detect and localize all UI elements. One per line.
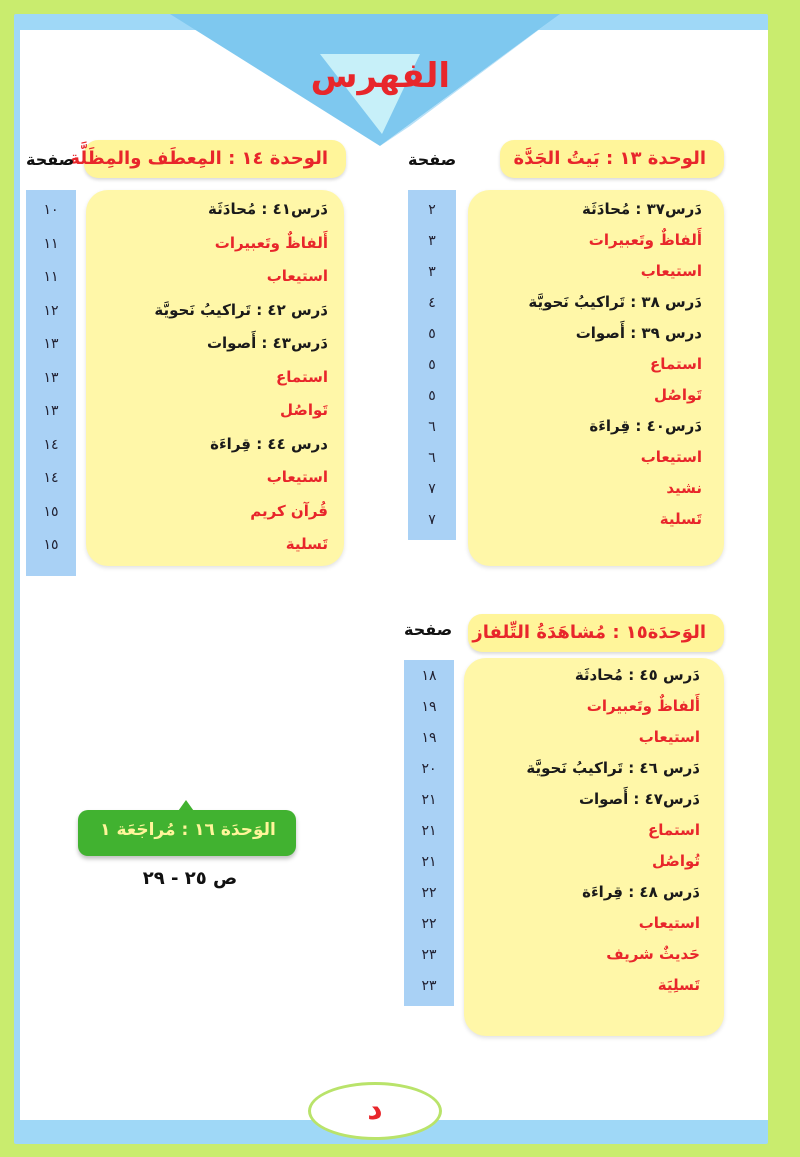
unit15-row-page: ٢٣ xyxy=(421,978,437,994)
unit15-heading xyxy=(468,614,724,652)
unit15-page-label: صفحة xyxy=(404,620,453,639)
unit15-row-page: ٢٠ xyxy=(421,761,437,777)
unit13-row-text: دَرس ٣٨ : تَراكيبُ نَحويَّة xyxy=(528,293,702,311)
unit13-row-text: دَرس٤٠ : قِراءَة xyxy=(589,417,702,435)
unit15-row-text: دَرس ٤٦ : تَراكيبُ نَحويَّة xyxy=(526,759,700,777)
unit15-row-page: ٢٣ xyxy=(421,947,437,963)
unit13-row-text: استماع xyxy=(650,355,702,373)
unit13-row-page: ٤ xyxy=(428,295,436,311)
unit14-row-page: ١٤ xyxy=(43,470,59,486)
unit13-row-page: ٢ xyxy=(428,202,436,218)
unit13-row-text: درس ٣٩ : أَصوات xyxy=(575,324,702,342)
unit13-row-page: ٥ xyxy=(428,357,436,373)
unit14-row-page: ١٣ xyxy=(43,369,59,386)
unit13-row-text: استيعاب xyxy=(640,262,702,280)
unit14-row-page: ١٥ xyxy=(43,503,59,520)
unit13-row-page: ٣ xyxy=(428,233,436,249)
unit13-row-text: تَسلية xyxy=(659,510,702,528)
unit15-row-text: استيعاب xyxy=(638,728,700,746)
unit15-row-page: ٢٢ xyxy=(421,916,437,932)
unit13-row-text: تَواصُل xyxy=(653,386,702,404)
unit15-row-text: دَرس ٤٨ : قِراءَة xyxy=(582,883,700,901)
unit15-row-text: دَرس ٤٥ : مُحادثَة xyxy=(574,666,700,684)
unit14-row-page: ١٢ xyxy=(43,302,59,319)
unit13-heading xyxy=(500,140,724,178)
unit14-row-page: ١٠ xyxy=(43,202,59,218)
unit14-heading xyxy=(69,140,346,178)
unit15-row-text: أَلفاظٌ وتَعبيرات xyxy=(586,697,700,715)
unit15-row-page: ١٨ xyxy=(421,668,437,684)
unit15-row-text: دَرس٤٧ : أَصوات xyxy=(578,790,700,808)
unit13-row-text: أَلفاظٌ وتَعبيرات xyxy=(588,231,702,249)
unit14-row-page: ١٤ xyxy=(43,436,59,453)
unit14-row-text: تَسلية xyxy=(285,535,328,553)
unit13-heading-text: الوحدة ١٣ : بَيتُ الجَدَّة xyxy=(513,148,706,169)
unit15-row-page: ٢٢ xyxy=(421,885,437,901)
unit13-row-page: ٧ xyxy=(428,481,436,497)
unit13-page-label: صفحة xyxy=(408,150,457,169)
unit15-row-text: استيعاب xyxy=(638,914,700,932)
unit15-row-text: تُواصُل xyxy=(651,852,700,870)
unit14-page-label: صفحة xyxy=(26,150,75,169)
unit13-row-text: دَرس٣٧ : مُحادَثَة xyxy=(582,200,702,218)
unit15-row-page: ٢١ xyxy=(421,854,437,870)
right-border xyxy=(768,14,800,1157)
unit13-row-text: نشيد xyxy=(666,479,702,497)
unit14-row-page: ١١ xyxy=(43,269,59,285)
unit14-row-text: أَلفاظٌ وتَعبيرات xyxy=(214,233,328,252)
unit14-row-page: ١٣ xyxy=(43,336,59,352)
unit15-row-page: ٢١ xyxy=(421,823,437,839)
unit14-row-text: قُرآن كريم xyxy=(250,501,328,520)
unit13-row-page: ٣ xyxy=(428,264,436,280)
unit13-row-page: ٥ xyxy=(428,326,436,342)
page-title: الفهرس xyxy=(310,56,450,96)
unit15-row-text: تَسلِيَة xyxy=(657,976,700,994)
unit14-row-page: ١١ xyxy=(43,235,59,252)
unit13-row-page: ٦ xyxy=(428,450,436,466)
unit14-row-text: دَرس ٤٢ : تَراكيبُ نَحويَّة xyxy=(154,300,328,319)
unit14-row-text: دَرس٤١ : مُحادَثَة xyxy=(208,200,328,218)
unit13-row-text: استيعاب xyxy=(640,448,702,466)
unit13-row-page: ٥ xyxy=(428,388,436,404)
unit14-row-text: استماع xyxy=(276,367,328,386)
unit15-row-page: ١٩ xyxy=(421,699,437,715)
unit16-pages: ص ٢٥ - ٢٩ xyxy=(142,868,238,889)
unit14-heading-text: الوحدة ١٤ : المِعطَف والمِظَلَّة xyxy=(69,148,328,169)
unit14-row-page: ١٣ xyxy=(43,403,59,419)
unit13-row-page: ٦ xyxy=(428,419,436,435)
unit14-row-text: دَرس٤٣ : أَصوات xyxy=(206,334,328,352)
unit14-row-text: تَواصُل xyxy=(279,401,328,419)
unit14-row-text: استيعاب xyxy=(266,468,328,486)
unit14-row-page: ١٥ xyxy=(43,537,59,553)
unit15-heading-text: الوَحدَة١٥ : مُشاهَدَةُ التِّلفاز xyxy=(472,622,706,643)
page-letter: د xyxy=(367,1092,383,1127)
unit14-row-text: درس ٤٤ : قِراءَة xyxy=(210,434,328,453)
unit15-row-text: حَديثٌ شريف xyxy=(606,945,700,963)
unit14-row-text: استيعاب xyxy=(266,267,328,285)
unit15-row-page: ٢١ xyxy=(421,792,437,808)
unit13-row-page: ٧ xyxy=(428,512,436,528)
unit16-heading: الوَحدَة ١٦ : مُراجَعَة ١ xyxy=(100,820,276,840)
unit15-row-text: استماع xyxy=(648,821,700,839)
unit15-row-page: ١٩ xyxy=(421,730,437,746)
